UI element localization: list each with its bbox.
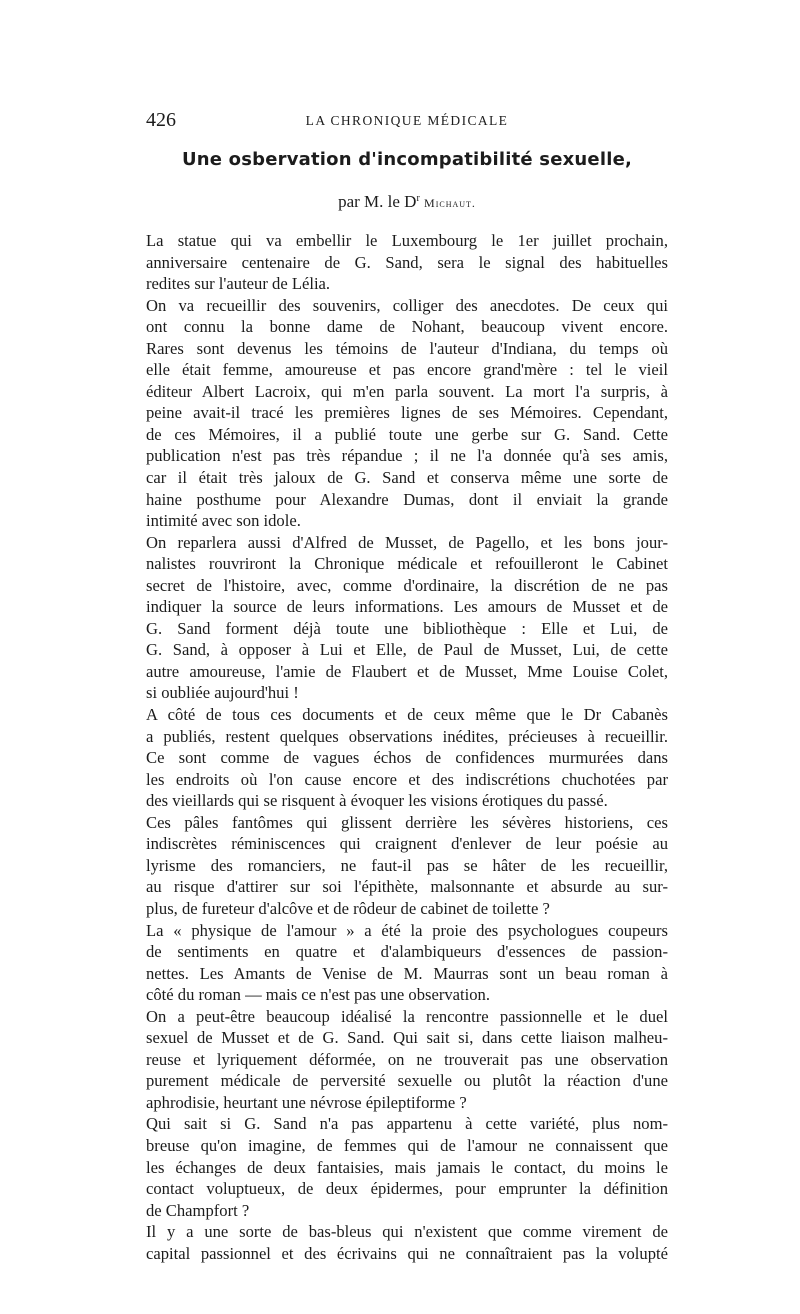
text-line: autre amoureuse, l'amie de Flaubert et de Musset, Mme Louise Colet, xyxy=(146,661,668,681)
text-line: au risque d'attirer sur soi l'épithète, malsonnante et absurde au sur- xyxy=(146,877,668,897)
text-line: nalistes rouvriront la Chronique médicale et refouilleront le Cabinet xyxy=(146,554,668,574)
text-line: reuse et lyriquement déformée, on ne trouverait pas une observation xyxy=(146,1049,668,1069)
text-line: Ce sont comme de vagues échos de confidences murmurées dans xyxy=(146,748,668,768)
text-line: des vieillards qui se risquent à évoquer les visions érotiques du passé. xyxy=(146,791,608,811)
paragraph xyxy=(146,812,668,920)
text-line: purement médicale de perversité sexuelle ou plutôt la réaction d'une xyxy=(146,1071,668,1091)
paragraph xyxy=(146,1113,668,1221)
text-line: les échanges de deux fantaisies, mais jamais le contact, du moins le xyxy=(146,1157,668,1177)
text-line: On va recueillir des souvenirs, colliger des anecdotes. De ceux qui xyxy=(146,295,668,315)
text-line: G. Sand forment déjà toute une bibliothèque : Elle et Lui, de xyxy=(146,618,668,638)
text-line: nettes. Les Amants de Venise de M. Maurras sont un beau roman à xyxy=(146,963,668,983)
text-line: publication n'est pas très répandue ; il ne l'a donnée qu'à ses amis, xyxy=(146,446,668,466)
text-line: indiquer la source de leurs informations. Les amours de Musset et de xyxy=(146,597,668,617)
text-line: les endroits où l'on cause encore et des indiscrétions chuchotées par xyxy=(146,769,668,789)
text-line: lyrisme des romanciers, ne faut-il pas se hâter de les recueillir, xyxy=(146,855,668,875)
text-line: côté du roman — mais ce n'est pas une observation. xyxy=(146,985,490,1005)
byline-prefix: par M. le D xyxy=(338,192,417,211)
text-line: indiscrètes réminiscences qui craignent d'enlever de leur poésie au xyxy=(146,834,668,854)
text-line: haine posthume pour Alexandre Dumas, dont il enviait la grande xyxy=(146,489,668,509)
paragraph xyxy=(146,230,668,295)
text-line: de Champfort ? xyxy=(146,1200,250,1220)
text-line: Rares sont devenus les témoins de l'auteur d'Indiana, du temps où xyxy=(146,338,668,358)
text-line: A côté de tous ces documents et de ceux même que le Dr Cabanès xyxy=(146,705,668,725)
text-line: peine avait-il tracé les premières lignes de ses Mémoires. Cependant, xyxy=(146,403,668,423)
paragraph xyxy=(146,920,668,1006)
text-line: secret de l'histoire, avec, comme d'ordinaire, la discrétion de ne pas xyxy=(146,575,668,595)
paragraph xyxy=(146,704,668,812)
text-line: de ces Mémoires, il a publié toute une gerbe sur G. Sand. Cette xyxy=(146,424,668,444)
text-line: si oubliée aujourd'hui ! xyxy=(146,683,299,703)
text-line: On a peut-être beaucoup idéalisé la rencontre passionnelle et le duel xyxy=(146,1006,668,1026)
text-line: contact voluptueux, de deux épidermes, pour emprunter la définition xyxy=(146,1179,668,1199)
text-line: éditeur Albert Lacroix, qui m'en parla souvent. La mort l'a surpris, à xyxy=(146,381,668,401)
paragraph xyxy=(146,1006,668,1114)
text-line: elle était femme, amoureuse et pas encore grand'mère : tel le vieil xyxy=(146,360,668,380)
byline xyxy=(146,190,668,215)
author-name: Michaut. xyxy=(424,196,476,210)
text-line: Il y a une sorte de bas-bleus qui n'existent que comme virement de xyxy=(146,1222,668,1242)
text-line: de sentiments en quatre et d'alambiqueurs d'essences de passion- xyxy=(146,942,668,962)
text-line: G. Sand, à opposer à Lui et Elle, de Paul de Musset, Lui, de cette xyxy=(146,640,668,660)
text-line: intimité avec son idole. xyxy=(146,511,301,531)
byline-sup: r xyxy=(416,193,420,204)
paragraph xyxy=(146,1221,668,1264)
text-line: capital passionnel et des écrivains qui ne connaîtraient pas la volupté xyxy=(146,1243,668,1263)
text-line: car il était très jaloux de G. Sand et conserva même une sorte de xyxy=(146,468,668,488)
text-line: La statue qui va embellir le Luxembourg le 1er juillet prochain, xyxy=(146,231,668,250)
journal-title: LA CHRONIQUE MÉDICALE xyxy=(305,113,509,128)
article-title: Une osbervation d'incompatibilité sexuelle, xyxy=(181,149,633,170)
text-line: La « physique de l'amour » a été la proie des psychologues coupeurs xyxy=(146,920,668,940)
text-line: plus, de fureteur d'alcôve et de rôdeur de cabinet de toilette ? xyxy=(146,898,550,918)
paragraph xyxy=(146,295,668,532)
text-line: breuse qu'on imagine, de femmes qui de l'amour ne connaissent que xyxy=(146,1135,668,1155)
text-line: aphrodisie, heurtant une névrose épileptiforme ? xyxy=(146,1092,467,1112)
text-line: ont connu la bonne dame de Nohant, beaucoup vivent encore. xyxy=(146,317,668,337)
text-line: a publiés, restent quelques observations inédites, précieuses à recueillir. xyxy=(146,726,668,746)
paragraph xyxy=(146,532,668,704)
article-body xyxy=(146,230,668,1264)
text-line: anniversaire centenaire de G. Sand, sera le signal des habituelles xyxy=(146,252,668,272)
text-line: Ces pâles fantômes qui glissent derrière les sévères historiens, ces xyxy=(146,812,668,832)
text-line: sexuel de Musset et de G. Sand. Qui sait si, dans cette liaison malheu- xyxy=(146,1028,668,1048)
text-line: redites sur l'auteur de Lélia. xyxy=(146,274,331,294)
text-line: On reparlera aussi d'Alfred de Musset, de Pagello, et les bons jour- xyxy=(146,532,668,552)
running-head xyxy=(146,110,668,130)
text-line: Qui sait si G. Sand n'a pas appartenu à cette variété, plus nom- xyxy=(146,1114,668,1134)
page-number: 426 xyxy=(146,109,176,131)
